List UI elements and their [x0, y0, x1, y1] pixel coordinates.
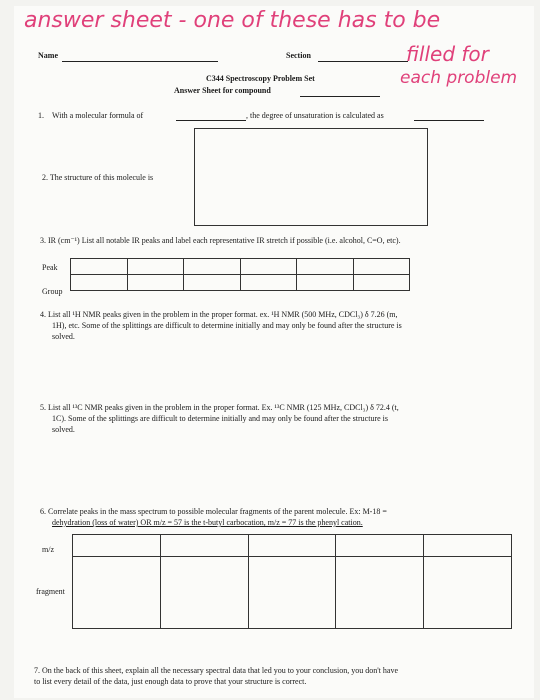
q2-text: 2. The structure of this molecule is [42, 173, 154, 182]
q1-formula-field[interactable] [176, 120, 246, 121]
handwritten-note-line3: each problem [400, 68, 518, 88]
q5-line3: solved. [52, 425, 75, 434]
ms-cell[interactable] [248, 557, 336, 629]
q4-line1: 4. List all ¹H NMR peaks given in the problem in the proper format. ex. ¹H NMR (500 MHz, CDCl₃) δ 7.26 (m, [40, 310, 398, 319]
ir-cell[interactable] [127, 259, 184, 275]
ms-cell[interactable] [336, 557, 424, 629]
ir-cell[interactable] [71, 275, 128, 291]
ir-cell[interactable] [127, 275, 184, 291]
ir-table [70, 258, 410, 291]
ms-mz-row [73, 535, 512, 557]
name-label: Name [38, 51, 58, 60]
ms-fragment-row [73, 557, 512, 629]
sheet-title: C344 Spectroscopy Problem Set [206, 74, 315, 83]
ir-cell[interactable] [353, 259, 410, 275]
ir-cell[interactable] [71, 259, 128, 275]
ir-cell[interactable] [184, 259, 241, 275]
q1-text-a: With a molecular formula of [52, 111, 144, 120]
ir-cell[interactable] [297, 275, 354, 291]
handwritten-note-line1: answer sheet - one of these has to be [24, 8, 441, 33]
section-label: Section [286, 51, 311, 60]
ir-cell[interactable] [297, 259, 354, 275]
ir-group-row [71, 275, 410, 291]
q5-line1: 5. List all ¹³C NMR peaks given in the problem in the proper format. Ex. ¹³C NMR (125 MHz, CDCl₃) δ 72.4 (t, [40, 403, 399, 412]
ms-cell[interactable] [248, 535, 336, 557]
ir-cell[interactable] [353, 275, 410, 291]
q4-line3: solved. [52, 332, 75, 341]
q7-line2: to list every detail of the data, just enough data to prove that your structure is correct. [34, 677, 307, 686]
compound-field[interactable] [300, 96, 380, 97]
ms-mz-label: m/z [42, 545, 54, 554]
q4-text [40, 309, 530, 342]
ms-cell[interactable] [160, 557, 248, 629]
sheet-subtitle: Answer Sheet for compound [174, 86, 271, 95]
q4-line2: 1H), etc. Some of the splittings are difficult to determine initially and may only be found after the structure is [52, 321, 402, 330]
ms-cell[interactable] [160, 535, 248, 557]
ms-fragment-label: fragment [36, 587, 65, 596]
q7-line1: 7. On the back of this sheet, explain all the necessary spectral data that led you to your conclusion, you don't have [34, 666, 399, 675]
ir-cell[interactable] [184, 275, 241, 291]
q6-line1: 6. Correlate peaks in the mass spectrum to possible molecular fragments of the parent molecule. Ex: M-18 = [40, 507, 387, 516]
ir-peak-row [71, 259, 410, 275]
ir-cell[interactable] [240, 259, 297, 275]
ms-cell[interactable] [73, 535, 161, 557]
q5-text [40, 402, 530, 435]
ir-peak-label: Peak [42, 263, 58, 272]
q3-text: 3. IR (cm⁻¹) List all notable IR peaks and label each representative IR stretch if possible (i.e. alcohol, C=O, etc). [40, 236, 401, 245]
q6-text [40, 506, 530, 528]
q1-number: 1. [38, 111, 44, 120]
q1-text-b: , the degree of unsaturation is calculated as [246, 111, 384, 120]
ir-group-label: Group [42, 287, 63, 296]
name-field[interactable] [62, 61, 218, 62]
section-field[interactable] [318, 61, 408, 62]
ms-cell[interactable] [424, 557, 512, 629]
ms-cell[interactable] [336, 535, 424, 557]
ms-cell[interactable] [424, 535, 512, 557]
q5-line2: 1C). Some of the splittings are difficult to determine initially and may only be found after the structure is [52, 414, 388, 423]
ms-cell[interactable] [73, 557, 161, 629]
q6-line2: dehydration (loss of water) OR m/z = 57 is the t-butyl carbocation, m/z = 77 is the phenyl cation. [52, 518, 363, 527]
handwritten-note-line2: filled for [406, 42, 489, 66]
ir-cell[interactable] [240, 275, 297, 291]
answer-sheet [14, 6, 534, 698]
q1-unsaturation-field[interactable] [414, 120, 484, 121]
structure-answer-box[interactable] [194, 128, 428, 226]
q7-text [34, 665, 532, 687]
ms-table [72, 534, 512, 629]
